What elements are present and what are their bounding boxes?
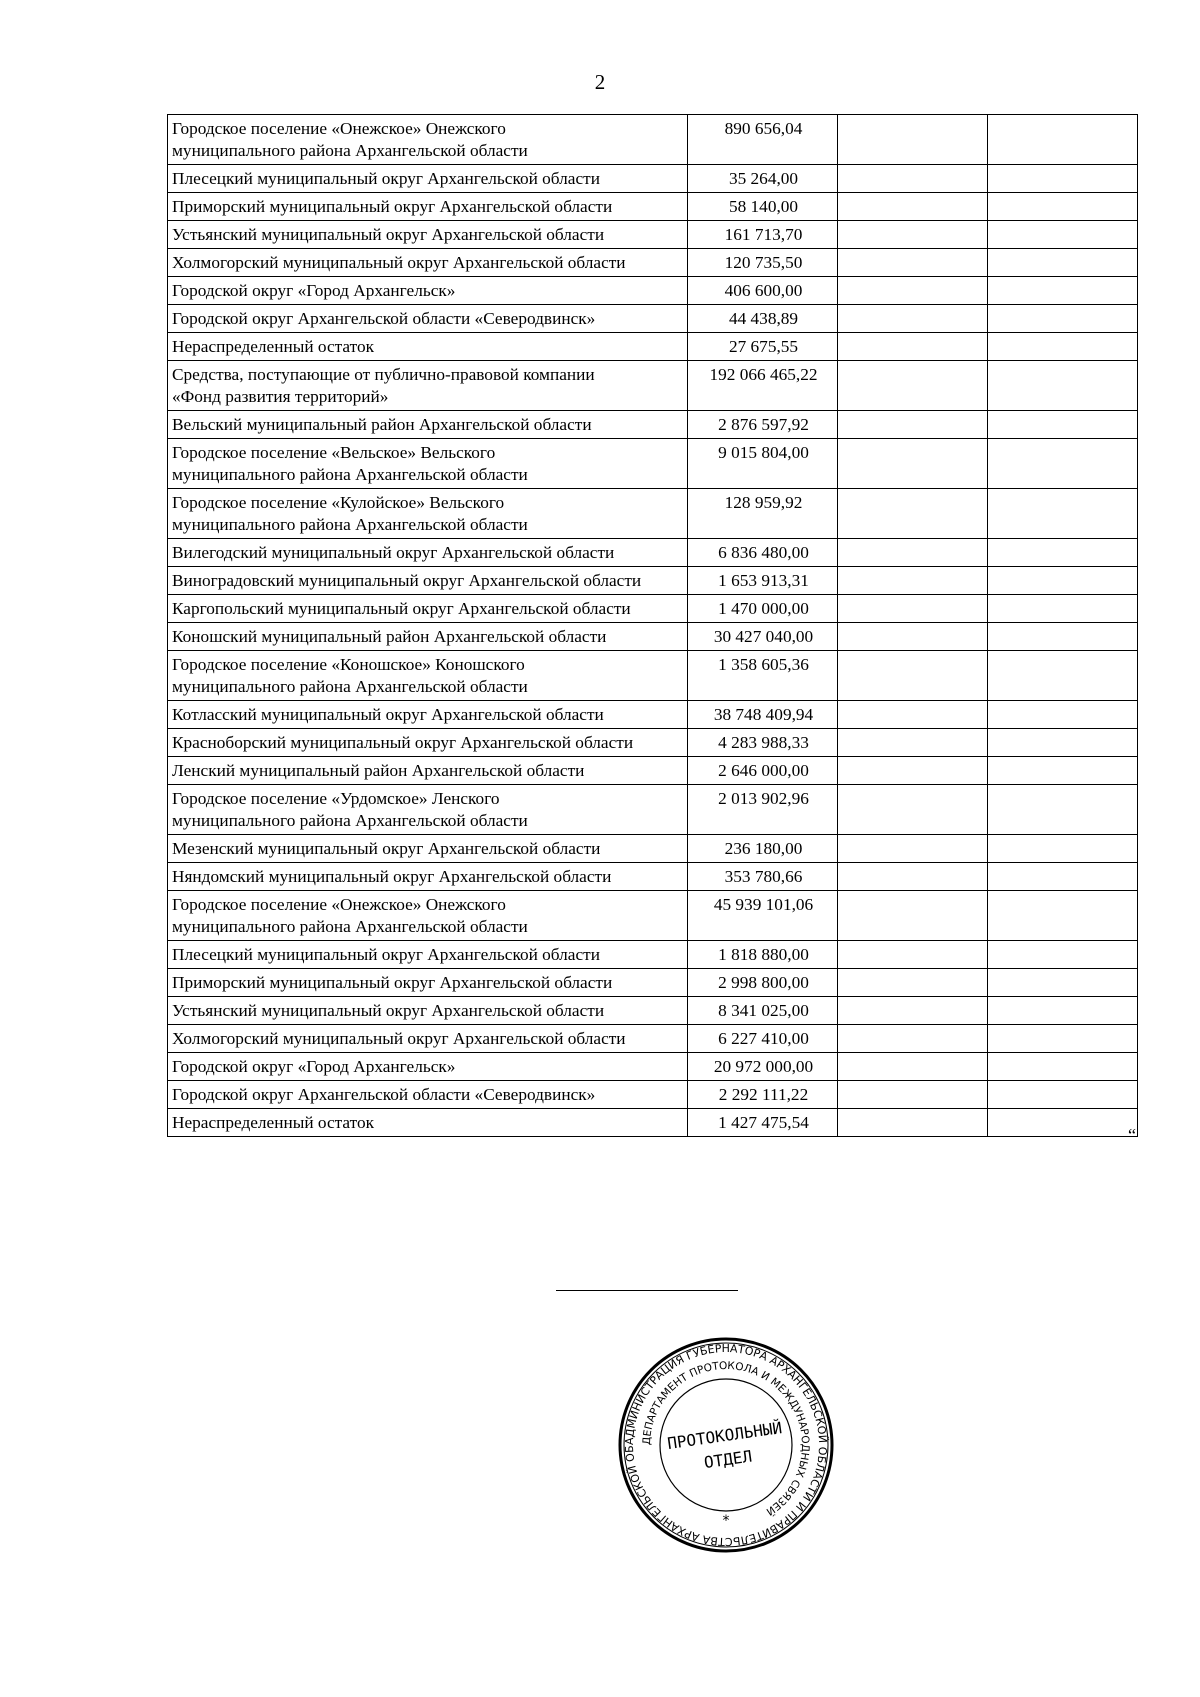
row-name-cell <box>168 115 688 165</box>
budget-table-body <box>168 115 1138 1137</box>
row-empty-cell <box>988 997 1138 1025</box>
row-name-cell <box>168 539 688 567</box>
row-empty-cell <box>838 757 988 785</box>
row-name: Мезенский муниципальный округ Архангельской области <box>172 839 601 858</box>
row-name-cell <box>168 411 688 439</box>
table-row <box>168 221 1138 249</box>
row-name: Устьянский муниципальный округ Архангельской области <box>172 1001 605 1020</box>
row-empty-cell <box>838 249 988 277</box>
row-empty-cell <box>838 221 988 249</box>
row-amount: 2 646 000,00 <box>688 757 838 785</box>
row-empty-cell <box>988 439 1138 489</box>
row-empty-cell <box>988 1081 1138 1109</box>
row-name: Городской округ Архангельской области «Северодвинск» <box>172 1085 596 1104</box>
row-empty-cell <box>838 651 988 701</box>
row-name-continued: муниципального района Архангельской области <box>172 917 528 936</box>
row-empty-cell <box>838 165 988 193</box>
row-empty-cell <box>988 701 1138 729</box>
row-amount: 161 713,70 <box>688 221 838 249</box>
row-name-cell <box>168 165 688 193</box>
row-name-cell <box>168 221 688 249</box>
row-name-cell <box>168 729 688 757</box>
table-row <box>168 567 1138 595</box>
row-empty-cell <box>838 539 988 567</box>
row-name-cell <box>168 997 688 1025</box>
stamp-center-line1: ПРОТОКОЛЬНЫЙ <box>666 1418 784 1454</box>
table-row <box>168 595 1138 623</box>
row-empty-cell <box>988 489 1138 539</box>
official-stamp <box>616 1335 836 1555</box>
table-row <box>168 863 1138 891</box>
row-empty-cell <box>988 567 1138 595</box>
table-row <box>168 193 1138 221</box>
row-name-continued: муниципального района Архангельской области <box>172 677 528 696</box>
row-empty-cell <box>988 539 1138 567</box>
row-empty-cell <box>838 1053 988 1081</box>
row-amount: 20 972 000,00 <box>688 1053 838 1081</box>
row-amount: 1 818 880,00 <box>688 941 838 969</box>
row-name: Вельский муниципальный район Архангельской области <box>172 415 592 434</box>
table-row <box>168 305 1138 333</box>
row-name-cell <box>168 1109 688 1137</box>
row-empty-cell <box>838 333 988 361</box>
row-empty-cell <box>838 997 988 1025</box>
row-name-cell <box>168 439 688 489</box>
row-name: Городской округ «Город Архангельск» <box>172 281 456 300</box>
table-row <box>168 1025 1138 1053</box>
row-amount: 4 283 988,33 <box>688 729 838 757</box>
table-row <box>168 785 1138 835</box>
row-empty-cell <box>988 969 1138 997</box>
row-empty-cell <box>988 193 1138 221</box>
row-name-cell <box>168 835 688 863</box>
table-row <box>168 623 1138 651</box>
row-name-cell <box>168 1081 688 1109</box>
row-empty-cell <box>838 785 988 835</box>
row-empty-cell <box>838 439 988 489</box>
row-name: Нераспределенный остаток <box>172 1113 374 1132</box>
table-row <box>168 835 1138 863</box>
table-row <box>168 941 1138 969</box>
table-row <box>168 701 1138 729</box>
row-name: Приморский муниципальный округ Архангельской области <box>172 197 613 216</box>
row-empty-cell <box>988 1109 1138 1137</box>
row-name: Городское поселение «Кулойское» Вельского <box>172 493 505 512</box>
row-name-cell <box>168 863 688 891</box>
row-amount: 2 998 800,00 <box>688 969 838 997</box>
page-number: 2 <box>594 70 606 94</box>
row-name: Городское поселение «Вельское» Вельского <box>172 443 496 462</box>
row-name: Няндомский муниципальный округ Архангельской области <box>172 867 612 886</box>
row-name-cell <box>168 1053 688 1081</box>
row-name: Холмогорский муниципальный округ Архангельской области <box>172 1029 626 1048</box>
row-amount: 27 675,55 <box>688 333 838 361</box>
row-name: Средства, поступающие от публично-правовой компании <box>172 365 595 384</box>
row-empty-cell <box>988 277 1138 305</box>
row-empty-cell <box>988 941 1138 969</box>
row-amount: 128 959,92 <box>688 489 838 539</box>
table-row <box>168 249 1138 277</box>
row-name: Городской округ Архангельской области «Северодвинск» <box>172 309 596 328</box>
row-name-cell <box>168 623 688 651</box>
row-name-cell <box>168 333 688 361</box>
row-name: Городское поселение «Онежское» Онежского <box>172 895 506 914</box>
row-amount: 1 358 605,36 <box>688 651 838 701</box>
table-row <box>168 489 1138 539</box>
row-empty-cell <box>838 623 988 651</box>
row-amount: 2 292 111,22 <box>688 1081 838 1109</box>
row-empty-cell <box>838 115 988 165</box>
stamp-outer-text: АДМИНИСТРАЦИЯ ГУБЕРНАТОРА АРХАНГЕЛЬСКОЙ ОБЛАСТИ И ПРАВИТЕЛЬСТВА АРХАНГЕЛЬСКОЙ ОБ <box>622 1341 830 1549</box>
table-row <box>168 1053 1138 1081</box>
row-amount: 406 600,00 <box>688 277 838 305</box>
row-empty-cell <box>988 1025 1138 1053</box>
table-row <box>168 729 1138 757</box>
table-row <box>168 361 1138 411</box>
row-name-continued: муниципального района Архангельской области <box>172 515 528 534</box>
row-amount: 1 427 475,54 <box>688 1109 838 1137</box>
row-name-cell <box>168 567 688 595</box>
row-amount: 192 066 465,22 <box>688 361 838 411</box>
row-name-continued: муниципального района Архангельской области <box>172 811 528 830</box>
row-name: Городское поселение «Онежское» Онежского <box>172 119 506 138</box>
row-empty-cell <box>838 863 988 891</box>
row-empty-cell <box>838 1109 988 1137</box>
row-name: Вилегодский муниципальный округ Архангельской области <box>172 543 615 562</box>
row-name-cell <box>168 361 688 411</box>
row-name: Плесецкий муниципальный округ Архангельской области <box>172 169 600 188</box>
table-row <box>168 115 1138 165</box>
row-name: Каргопольский муниципальный округ Архангельской области <box>172 599 631 618</box>
closing-quote: “ <box>1128 1125 1136 1145</box>
table-row <box>168 411 1138 439</box>
table-row <box>168 277 1138 305</box>
table-row <box>168 165 1138 193</box>
row-amount: 890 656,04 <box>688 115 838 165</box>
table-row <box>168 539 1138 567</box>
row-name: Городское поселение «Коношское» Коношского <box>172 655 525 674</box>
row-empty-cell <box>988 1053 1138 1081</box>
row-name-cell <box>168 489 688 539</box>
stamp-inner-text: ДЕПАРТАМЕНТ ПРОТОКОЛА И МЕЖДУНАРОДНЫХ СВЯЗЕЙ <box>640 1359 812 1518</box>
row-name: Плесецкий муниципальный округ Архангельской области <box>172 945 600 964</box>
row-empty-cell <box>988 249 1138 277</box>
row-name-cell <box>168 701 688 729</box>
row-empty-cell <box>988 411 1138 439</box>
row-empty-cell <box>838 595 988 623</box>
row-name: Устьянский муниципальный округ Архангельской области <box>172 225 605 244</box>
row-name: Приморский муниципальный округ Архангельской области <box>172 973 613 992</box>
budget-table <box>167 114 1138 1137</box>
row-empty-cell <box>988 595 1138 623</box>
row-amount: 30 427 040,00 <box>688 623 838 651</box>
row-name-continued: муниципального района Архангельской области <box>172 465 528 484</box>
row-name-continued: «Фонд развития территорий» <box>172 387 389 406</box>
row-empty-cell <box>838 411 988 439</box>
row-empty-cell <box>988 305 1138 333</box>
row-name: Красноборский муниципальный округ Архангельской области <box>172 733 634 752</box>
table-row <box>168 1081 1138 1109</box>
row-empty-cell <box>838 193 988 221</box>
row-empty-cell <box>988 729 1138 757</box>
row-empty-cell <box>838 969 988 997</box>
row-empty-cell <box>838 567 988 595</box>
row-amount: 353 780,66 <box>688 863 838 891</box>
stamp-center-line2: ОТДЕЛ <box>702 1446 754 1473</box>
row-name-cell <box>168 941 688 969</box>
row-amount: 6 836 480,00 <box>688 539 838 567</box>
row-name: Ленский муниципальный район Архангельской области <box>172 761 585 780</box>
row-empty-cell <box>838 361 988 411</box>
row-amount: 44 438,89 <box>688 305 838 333</box>
row-name-continued: муниципального района Архангельской области <box>172 141 528 160</box>
stamp-graphic <box>616 1335 836 1555</box>
table-row <box>168 891 1138 941</box>
row-name-cell <box>168 785 688 835</box>
row-amount: 6 227 410,00 <box>688 1025 838 1053</box>
signature-line <box>556 1290 738 1291</box>
row-empty-cell <box>838 305 988 333</box>
row-name: Коношский муниципальный район Архангельской области <box>172 627 607 646</box>
table-row <box>168 1109 1138 1137</box>
row-empty-cell <box>988 115 1138 165</box>
row-amount: 9 015 804,00 <box>688 439 838 489</box>
row-amount: 1 653 913,31 <box>688 567 838 595</box>
row-empty-cell <box>988 835 1138 863</box>
row-name-cell <box>168 1025 688 1053</box>
row-empty-cell <box>988 333 1138 361</box>
row-name-cell <box>168 249 688 277</box>
row-amount: 236 180,00 <box>688 835 838 863</box>
row-empty-cell <box>838 277 988 305</box>
row-empty-cell <box>838 891 988 941</box>
table-row <box>168 997 1138 1025</box>
row-empty-cell <box>988 623 1138 651</box>
row-empty-cell <box>988 361 1138 411</box>
row-empty-cell <box>838 1081 988 1109</box>
row-name-cell <box>168 305 688 333</box>
row-name-cell <box>168 891 688 941</box>
row-amount: 8 341 025,00 <box>688 997 838 1025</box>
table-row <box>168 651 1138 701</box>
row-empty-cell <box>838 941 988 969</box>
row-amount: 58 140,00 <box>688 193 838 221</box>
row-empty-cell <box>988 891 1138 941</box>
row-empty-cell <box>838 489 988 539</box>
row-name: Нераспределенный остаток <box>172 337 374 356</box>
row-empty-cell <box>988 165 1138 193</box>
row-empty-cell <box>838 701 988 729</box>
row-empty-cell <box>988 651 1138 701</box>
row-amount: 120 735,50 <box>688 249 838 277</box>
row-name: Котласский муниципальный округ Архангельской области <box>172 705 604 724</box>
row-name-cell <box>168 757 688 785</box>
row-amount: 2 013 902,96 <box>688 785 838 835</box>
row-name: Холмогорский муниципальный округ Архангельской области <box>172 253 626 272</box>
row-empty-cell <box>988 863 1138 891</box>
row-empty-cell <box>838 729 988 757</box>
row-name-cell <box>168 595 688 623</box>
row-name-cell <box>168 193 688 221</box>
stamp-star: * <box>722 1513 730 1529</box>
row-name: Городской округ «Город Архангельск» <box>172 1057 456 1076</box>
table-row <box>168 757 1138 785</box>
row-empty-cell <box>988 221 1138 249</box>
row-name: Городское поселение «Урдомское» Ленского <box>172 789 500 808</box>
row-name: Виноградовский муниципальный округ Архангельской области <box>172 571 642 590</box>
row-amount: 45 939 101,06 <box>688 891 838 941</box>
row-name-cell <box>168 277 688 305</box>
row-empty-cell <box>988 785 1138 835</box>
row-empty-cell <box>838 835 988 863</box>
table-row <box>168 333 1138 361</box>
row-empty-cell <box>838 1025 988 1053</box>
row-amount: 38 748 409,94 <box>688 701 838 729</box>
table-row <box>168 439 1138 489</box>
row-empty-cell <box>988 757 1138 785</box>
row-amount: 35 264,00 <box>688 165 838 193</box>
row-amount: 1 470 000,00 <box>688 595 838 623</box>
row-amount: 2 876 597,92 <box>688 411 838 439</box>
row-name-cell <box>168 651 688 701</box>
table-row <box>168 969 1138 997</box>
row-name-cell <box>168 969 688 997</box>
